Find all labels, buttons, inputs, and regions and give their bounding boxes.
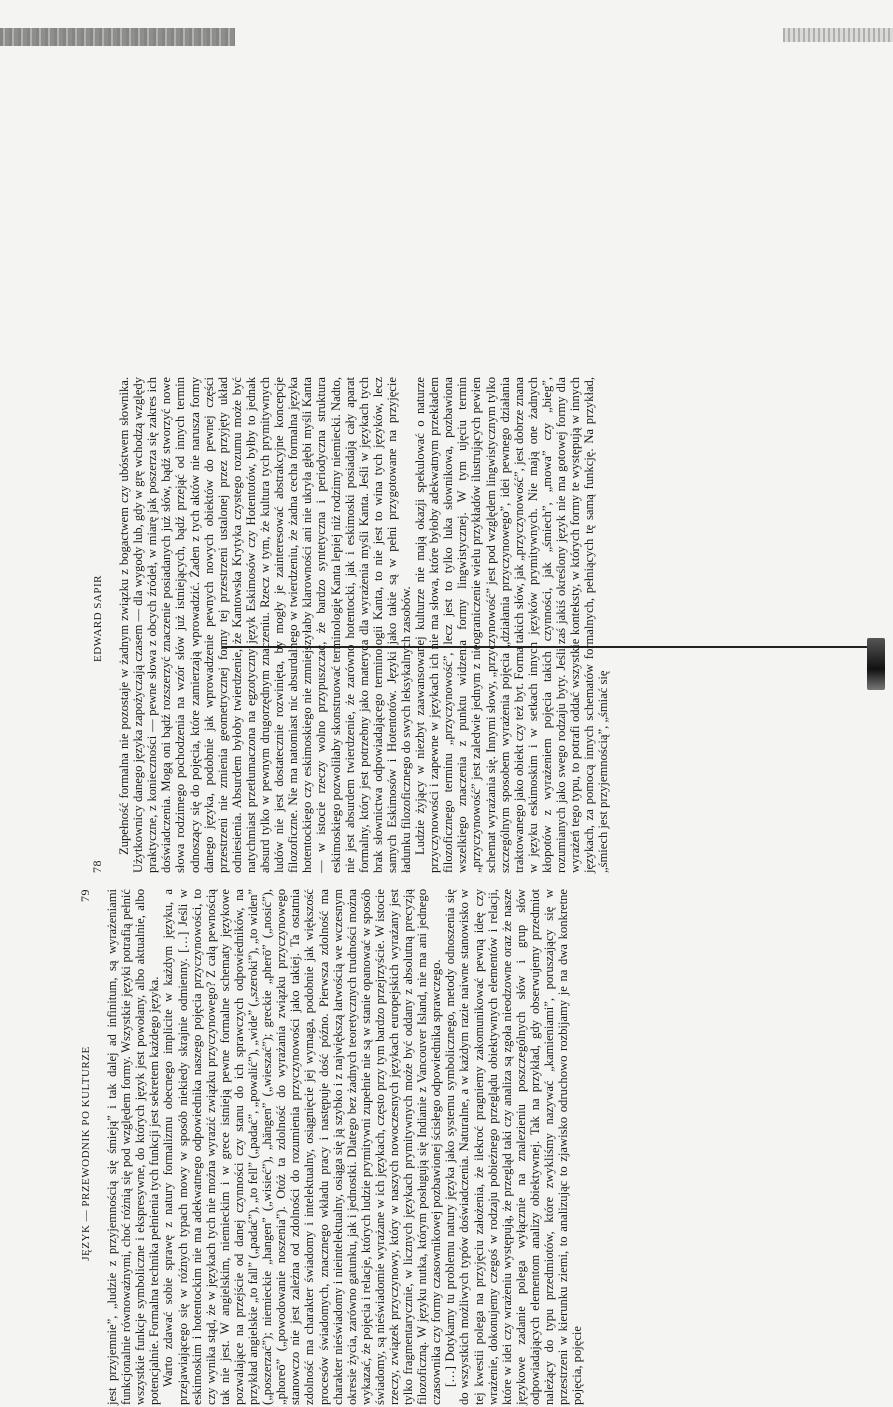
scan-artifact: [867, 638, 885, 690]
paragraph: Zupełność formalna nie pozostaje w żadnym związku z bogactwem czy ubóstwem słownika. Użytkownicy danego języka zapożyczają czasem — dla wygody lub, gdy w grę wchodzą względy praktyczne, z konieczności — pewne słowa z obcych źródeł, w miarę jak poszerza się zakres ich doświadczenia. Mogą oni bądź rozszerzyć znaczenie posiadanych już słów, bądź stworzyć nowe słowa rodzimego pochodzenia na wzór słów już istniejących, bądź przejąć od innych termin odnoszący się do pojęcia, które zamierzają wprowadzić. Żaden z tych aktów nie narusza formy danego języka, podobnie jak wprowadzenie pewnych nowych obiektów do pewnej części przestrzeni nie zmienia geometrycznej formy tej przestrzeni ustalonej przez przyjęty układ odniesienia. Absurdem byłoby twierdzenie, że Kantowska Krytyka czystego rozumu może być natychmiast przetłumaczona na egzotyczny język Eskimosów czy Hotentotów, byłby to jednak absurd tylko w pewnym drugorzędnym znaczeniu. Rzecz w tym, że kultura tych prymitywnych ludów nie jest dostatecznie rozwinięta, by mogły je zainteresować abstrakcyjne koncepcje filozoficzne. Nie ma natomiast nic absurdalnego w twierdzeniu, że żadna cecha formalna języka hotentockiego czy eskimoskiego nie zmniejszyłaby klarowności ani nie ukryła głębi myśli Kanta — w istocie rzeczy wolno przypuszczać, że bardzo syntetyczna i periodyczna struktura eskimoskiego pozwoliłaby skonstruować terminologię Kanta lepiej niż rodzimy niemiecki. Nadto, nie jest absurdem twierdzenie, że zarówno hotentocki, jak i eskimoski posiadają cały aparat formalny, który jest potrzebny jako materyca dla wyrażenia myśli Kanta. Jeśli w językach tych brak słownictwa odpowiadającego terminologii Kanta, to nie jest to wina tych języków, lecz samych Eskimosów i Hotentotów. Języki jako takie są w pełni przygotowane na przyjęcie ładunku filozoficznego do swych leksykalnych zasobów.: [117, 377, 413, 873]
scan-artifact: [783, 28, 893, 42]
page-number: 79: [78, 889, 92, 903]
running-head-title: EDWARD SAPIR: [92, 575, 104, 662]
running-head: [78, 889, 93, 1405]
page-number: 78: [90, 860, 104, 873]
right-page-body: [78, 887, 813, 1407]
left-page: [90, 140, 825, 873]
paragraph: jest przyjemnie”, „ludzie z przyjemnością się śmieją” i tak dalej ad infinitum, są wyrażeniami funkcjonalnie równoważnymi, choć różnią się pod względem formy. Wszystkie języki potrafią pełnić wszystkie funkcje symboliczne i ekspresywne, do których język jest powołany, albo aktualnie, albo potencjalnie. Formalna technika pełnienia tych funkcji jest sekretem każdego języka.: [105, 889, 162, 1405]
paragraph: Warto zdawać sobie sprawę z natury formalizmu obecnego implicite w każdym języku, a przejawiającego się w różnych typach mowy w sposób niekiedy skrajnie odmienny. […] Jeśli w eskimoskim i hotentockim nie ma adekwatnego odpowiednika naszego pojęcia przyczynowości, to czy wynika stąd, że w językach tych nie można wyrazić związku przyczynowego? Z całą pewnością tak nie jest. W angielskim, niemieckim i w grece istnieją pewne formalne schematy językowe pozwalające na przejście od danej czynności czy stanu do ich sprawczych odpowiedników, na przykład angielskie „to fall” („padać”), „to fell” („padać”, „powalić”), „wide” („szeroki”), „to widen” („poszerzać”); niemieckie „hangen” („wisieć”), „hängen” („wieszać”); greckie „pherō” („nosić”), „phoreō” („powodowanie noszenia”). Otóż ta zdolność do wyrażania związku przyczynowego stanowczo nie jest zależna od zdolności do rozumienia przyczynowości jako takiej. Ta ostatnia zdolność ma charakter świadomy i intelektualny, osiągnięcie jej wymaga, podobnie jak większość procesów świadomych, znacznego wkładu pracy i następuje dość późno. Pierwsza zdolność ma charakter nieświadomy i nieintelektualny, osiąga się ją szybko i z największą łatwością we wczesnym okresie życia, zarówno gatunku, jak i jednostki. Dlatego bez żadnych teoretycznych trudności można wykazać, że pojęcia i relacje, których ludzie prymitywni zupełnie nie są w stanie opanować w sposób świadomy, są nieświadomie wyrażane w ich językach, często przy tym bardzo przejrzyście. W istocie rzeczy, związek przyczynowy, który w naszych nowoczesnych językach europejskich wyrażany jest tylko fragmentarycznie, w licznych językach prymitywnych może być oddany z absolutną precyzją filozoficzną. W języku nutka, którym posługują się Indianie z Vancouver Island, nie ma ani jednego czasownika czy formy czasownikowej pozbawionej ścisłego odpowiednika sprawczego.: [161, 889, 444, 1405]
right-page: [78, 672, 813, 1405]
paragraph: Ludzie żyjący w niezbyt zaawansowanej kulturze nie mają okazji spekulować o naturze przyczynowości i zapewne w językach ich nie ma słowa, które byłoby adekwatnym przekładem filozoficznego terminu „przyczynowość”, lecz jest to tylko luka słownikowa, pozbawiona wszelkiego znaczenia z punktu widzenia formy lingwistycznej. W tym ujęciu termin „przyczynowość” jest zaledwie jednym z nieograniczenie wielu przykładów ilustrujących pewien schemat wyrażania się. Innymi słowy, „przyczynowość” jest pod względem lingwistycznym tylko szczególnym sposobem wyrażenia pojęcia „działania przyczynowego”, idei pewnego działania traktowanego jako obiekt czy też byt. Forma takich słów, jak „przyczynowość”, jest dobrze znana w języku eskimoskim i w setkach innych języków prymitywnych. Nie mają one żadnych kłopotów z wyrażeniem pojęcia takich czynności, jak „śmiech”, „mowa” czy „bieg”, rozumianych jako swego rodzaju byty. Jeśli zaś jakiś określony język nie ma gotowej formy dla wyrażeń tego typu, to potrafi oddać wszystkie konteksty, w których formy te występują w innych językach, za pomocą innych schematów formalnych, pełniących tę samą funkcję. Na przykład, „śmiech jest przyjemnością”, „śmiać się: [413, 377, 611, 873]
running-head-title: JĘZYK — PRZEWODNIK PO KULTURZE: [80, 1046, 92, 1261]
scan-artifact: [0, 28, 235, 46]
paragraph: […] Dotykamy tu problemu natury języka jako systemu symbolicznego, metody odnoszenia się do wszystkich możliwych typów doświadczenia. Naturalne, a w każdym razie naiwne stanowisko w tej kwestii polega na przyjęciu założenia, że ilekroć pragniemy zakomunikować pewną ideę czy wrażenie, dokonujemy czegoś w rodzaju pobieżnego przeglądu obiektywnych elementów i relacji, które w idei czy wrażeniu występują, że przegląd taki czy analiza są zgoła nieodzowne oraz że nasze językowe zadanie polega wyłącznie na znalezieniu poszczególnych słów i grup słów odpowiadających elementom analizy obiektywnej. Tak na przykład, gdy obserwujemy przedmiot należący do typu przedmiotów, które zwykliśmy nazywać „kamieniami”, poruszający się w przestrzeni w kierunku ziemi, to analizując to zjawisko odruchowo rozbijamy je na dwa konkretne pojęcia, pojęcie: [443, 889, 585, 1405]
